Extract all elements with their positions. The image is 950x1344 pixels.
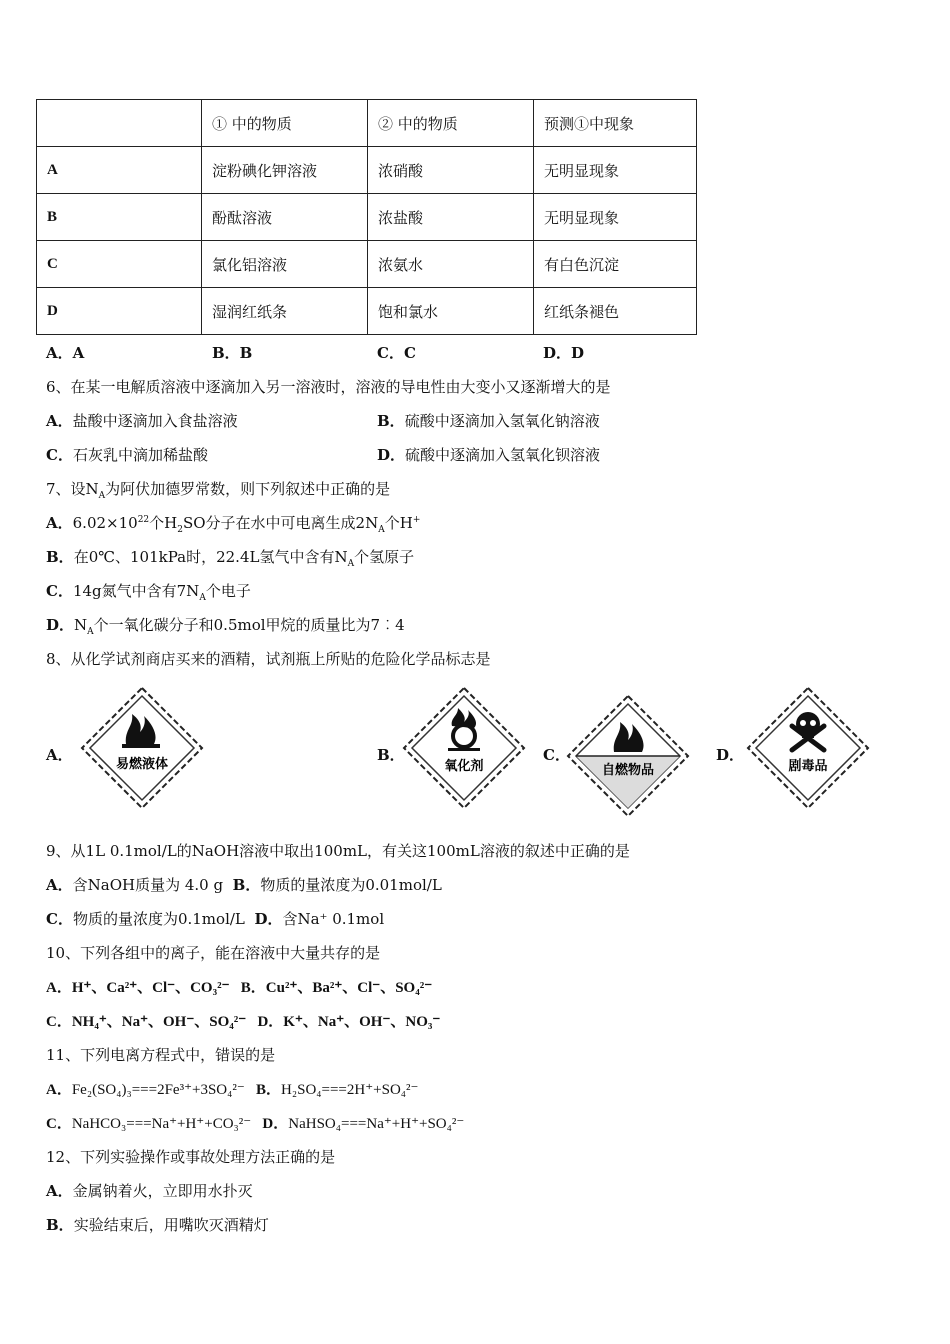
stem-text: 7、设N <box>46 480 99 498</box>
flammable-liquid-sign[interactable] <box>80 686 204 810</box>
table-cell: 有白色沉淀 <box>534 241 697 288</box>
table-cell: A <box>37 147 202 194</box>
table-cell: ② 中的物质 <box>368 100 534 147</box>
option-text: 个电子 <box>205 582 251 600</box>
q11-options-ab <box>46 1078 418 1099</box>
option-letter: B． <box>240 980 266 996</box>
option-letter: A． <box>46 876 73 894</box>
q12-option-b[interactable] <box>46 1214 269 1235</box>
q8-option-b-letter[interactable]: B． <box>377 746 405 764</box>
option-text: 个氢原子 <box>354 548 415 566</box>
q10-options-ab <box>46 976 432 997</box>
option-text: 个H <box>384 514 413 532</box>
q8-option-a-letter[interactable]: A． <box>46 746 73 764</box>
q7-option-a[interactable] <box>46 512 420 535</box>
option-letter: C． <box>46 1116 72 1132</box>
option-letter: A． <box>46 1182 73 1200</box>
option-letter: B． <box>46 548 74 566</box>
q9-option-b[interactable]: 物质的量浓度为0.01mol/L <box>260 876 442 894</box>
toxic-sign[interactable] <box>746 686 870 810</box>
sign-label: 氧化剂 <box>444 759 484 774</box>
option-c[interactable]: C．C <box>377 344 416 362</box>
sign-label: 易燃液体 <box>115 757 169 772</box>
option-letter: A． <box>46 514 73 532</box>
subscript: A <box>347 559 355 569</box>
sign-label: 剧毒品 <box>788 759 828 774</box>
q9-option-d[interactable]: 含Na⁺ 0.1mol <box>282 910 385 928</box>
option-text: 金属钠着火，立即用水扑灭 <box>72 1182 253 1200</box>
q11-options-cd <box>46 1112 464 1133</box>
q7-option-b[interactable] <box>46 546 414 569</box>
option-letter: A． <box>46 412 73 430</box>
q10-option-d[interactable]: K⁺、Na⁺、OH⁻、NO₃⁻ <box>283 1014 441 1030</box>
q10-option-b[interactable]: Cu²⁺、Ba²⁺、Cl⁻、SO₄²⁻ <box>265 980 433 996</box>
option-letter: C． <box>46 1014 72 1030</box>
table-cell: 预测①中现象 <box>534 100 697 147</box>
table-cell <box>37 100 202 147</box>
option-letter: D． <box>46 616 75 634</box>
subscript: A <box>98 491 106 501</box>
table-cell: 浓氨水 <box>368 241 534 288</box>
option-text: 14g氮气中含有7N <box>72 582 200 600</box>
q10-options-cd <box>46 1010 440 1031</box>
table-header-row <box>37 100 697 147</box>
q11-option-c[interactable]: NaHCO₃===Na⁺+H⁺+CO₃²⁻ <box>71 1116 252 1132</box>
q12-option-a[interactable] <box>46 1180 253 1201</box>
table-cell: 无明显现象 <box>534 194 697 241</box>
table-cell: 湿润红纸条 <box>202 288 368 335</box>
q9-option-c[interactable]: 物质的量浓度为0.1mol/L <box>72 910 245 928</box>
question-9-stem: 9、从1L 0.1mol/L的NaOH溶液中取出100mL，有关这100mL溶液的叙述中正确的是 <box>46 842 630 860</box>
table-cell: 氯化铝溶液 <box>202 241 368 288</box>
option-text: N <box>74 616 88 634</box>
question-8-stem: 8、从化学试剂商店买来的酒精，试剂瓶上所贴的危险化学品标志是 <box>46 650 491 668</box>
option-b[interactable]: B．B <box>212 344 253 362</box>
table-cell: 浓盐酸 <box>368 194 534 241</box>
option-letter: D． <box>377 446 406 464</box>
table-cell: ① 中的物质 <box>202 100 368 147</box>
table-row <box>37 147 697 194</box>
option-text: 盐酸中逐滴加入食盐溶液 <box>72 412 238 430</box>
q9-options-ab <box>46 874 442 895</box>
option-text: 石灰乳中滴加稀盐酸 <box>72 446 208 464</box>
subscript: A <box>87 627 94 637</box>
table-row <box>37 241 697 288</box>
table-cell: 饱和氯水 <box>368 288 534 335</box>
option-text: 硫酸中逐滴加入氢氧化钡溶液 <box>405 446 601 464</box>
option-text: SO分子在水中可电离生成2N <box>182 514 379 532</box>
q7-option-d[interactable] <box>46 614 405 637</box>
superscript: 22 <box>137 515 150 525</box>
question-10-stem: 10、下列各组中的离子，能在溶液中大量共存的是 <box>46 944 381 962</box>
option-text: 6.02×10 <box>72 514 138 532</box>
q9-options-cd <box>46 908 384 929</box>
q11-option-d[interactable]: NaHSO₄===Na⁺+H⁺+SO₄²⁻ <box>288 1116 465 1132</box>
question-11-stem: 11、下列电离方程式中，错误的是 <box>46 1046 276 1064</box>
sign-label: 自燃物品 <box>601 763 655 778</box>
table-cell: C <box>37 241 202 288</box>
option-letter: D． <box>257 1014 284 1030</box>
q6-option-d[interactable] <box>377 444 600 465</box>
table-cell: B <box>37 194 202 241</box>
q8-option-d-letter[interactable]: D． <box>716 746 745 764</box>
q10-option-a[interactable]: H⁺、Ca²⁺、Cl⁻、CO₃²⁻ <box>71 980 230 996</box>
option-d[interactable]: D．D <box>543 344 585 362</box>
table-row <box>37 194 697 241</box>
oxidizer-sign[interactable] <box>402 686 526 810</box>
question-6-stem: 6、在某一电解质溶液中逐滴加入另一溶液时，溶液的导电性由大变小又逐渐增大的是 <box>46 378 611 396</box>
question-12-stem: 12、下列实验操作或事故处理方法正确的是 <box>46 1148 336 1166</box>
table-cell: 酚酞溶液 <box>202 194 368 241</box>
spontaneously-combustible-sign[interactable] <box>566 694 690 818</box>
table-cell: 无明显现象 <box>534 147 697 194</box>
experiment-table <box>36 99 697 335</box>
option-letter: D． <box>262 1116 289 1132</box>
q6-option-c[interactable] <box>46 444 208 465</box>
table-cell: 红纸条褪色 <box>534 288 697 335</box>
option-letter: B． <box>46 1216 74 1234</box>
option-letter: C． <box>46 582 73 600</box>
table-cell: D <box>37 288 202 335</box>
table-row <box>37 288 697 335</box>
stem-text: 为阿伏加德罗常数，则下列叙述中正确的是 <box>105 480 391 498</box>
q11-option-b[interactable]: H₂SO₄===2H⁺+SO₄²⁻ <box>281 1082 419 1098</box>
option-letter: A． <box>46 980 72 996</box>
option-text: 个H <box>149 514 178 532</box>
q10-option-c[interactable]: NH₄⁺、Na⁺、OH⁻、SO₄²⁻ <box>71 1014 247 1030</box>
subscript: A <box>378 525 385 535</box>
q9-option-a[interactable]: 含NaOH质量为 4.0 g <box>72 876 224 894</box>
q6-option-a[interactable] <box>46 410 238 431</box>
option-letter: C． <box>46 910 73 928</box>
option-letter: C． <box>46 446 73 464</box>
option-letter: A． <box>46 1082 72 1098</box>
option-text: 硫酸中逐滴加入氢氧化钠溶液 <box>404 412 600 430</box>
q7-option-c[interactable] <box>46 580 251 603</box>
question-7-stem <box>46 478 390 501</box>
option-letter: B． <box>377 412 405 430</box>
table-cell: 淀粉碘化钾溶液 <box>202 147 368 194</box>
q8-option-c-letter[interactable]: C． <box>543 746 570 764</box>
subscript: 2 <box>177 525 183 535</box>
option-letter: D． <box>254 910 283 928</box>
option-a[interactable]: A．A <box>46 344 85 362</box>
subscript: A <box>199 593 206 603</box>
table-cell: 浓硝酸 <box>368 147 534 194</box>
option-letter: B． <box>232 876 261 894</box>
option-text: 在0℃、101kPa时，22.4L氢气中含有N <box>73 548 348 566</box>
option-letter: B． <box>256 1082 282 1098</box>
superscript: + <box>412 515 421 525</box>
option-text: 实验结束后，用嘴吹灭酒精灯 <box>73 1216 269 1234</box>
q11-option-a[interactable]: Fe₂(SO₄)₃===2Fe³⁺+3SO₄²⁻ <box>71 1082 245 1098</box>
option-text: 个一氧化碳分子和0.5mol甲烷的质量比为7︰4 <box>93 616 405 634</box>
q6-option-b[interactable] <box>377 410 600 431</box>
